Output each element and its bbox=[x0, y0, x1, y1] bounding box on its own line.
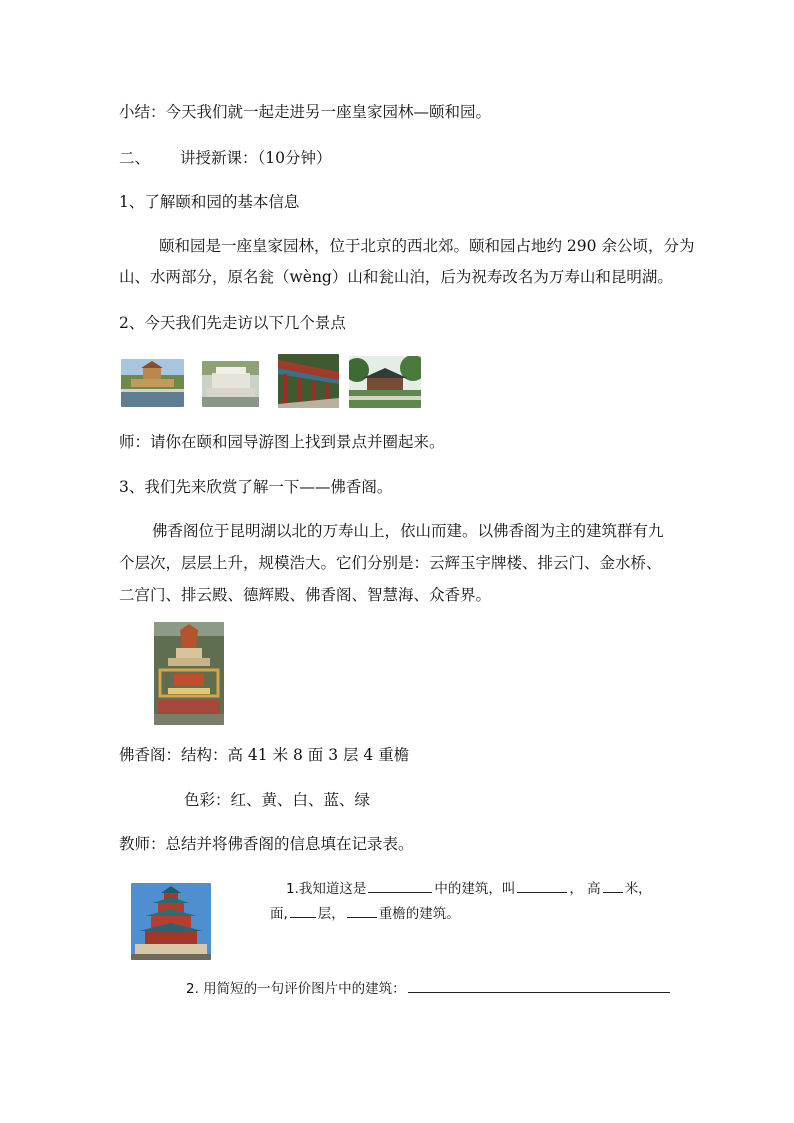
teacher-instruction: 师：请你在颐和园导游图上找到景点并圈起来。 bbox=[119, 433, 445, 451]
q1-label-1: 1.我知道这是 bbox=[286, 881, 367, 897]
item2-heading: 2、今天我们先走访以下几个景点 bbox=[119, 314, 346, 332]
teacher-summary: 教师：总结并将佛香阁的信息填在记录表。 bbox=[119, 835, 414, 853]
blank-place[interactable] bbox=[368, 878, 432, 893]
foxiangge-pagoda-photo bbox=[131, 883, 211, 960]
blank-evaluation[interactable] bbox=[408, 978, 670, 993]
q1-label-4: 米， bbox=[624, 881, 652, 897]
blank-eaves[interactable] bbox=[347, 903, 377, 918]
item3-para-line1: 佛香阁位于昆明湖以北的万寿山上，依山而建。以佛香阁为主的建筑群有九 bbox=[152, 522, 664, 540]
blank-height[interactable] bbox=[603, 878, 623, 893]
foxiangge-aerial-photo bbox=[154, 622, 224, 725]
summary-text: 小结：今天我们就一起走进另一座皇家园林—颐和园。 bbox=[119, 103, 492, 121]
q1-label-6: 层， bbox=[317, 906, 345, 922]
garden-pavilion-photo bbox=[349, 356, 421, 408]
item3-heading: 3、我们先来欣赏了解一下——佛香阁。 bbox=[119, 478, 393, 496]
blank-building-name[interactable] bbox=[517, 878, 567, 893]
marble-boat-photo bbox=[202, 361, 259, 407]
q1-label-5: 面, bbox=[270, 906, 288, 922]
item1-heading: 1、了解颐和园的基本信息 bbox=[119, 193, 300, 211]
section-title: 讲授新课：（10分钟） bbox=[180, 149, 332, 167]
record-question-2 bbox=[186, 977, 672, 997]
q1-label-3: ， 高 bbox=[569, 881, 601, 897]
section-number: 二、 bbox=[119, 149, 151, 167]
record-question-1-line1 bbox=[286, 877, 652, 897]
blank-faces[interactable] bbox=[290, 903, 316, 918]
item3-para-line3: 二宫门、排云殿、德辉殿、佛香阁、智慧海、众香界。 bbox=[119, 586, 492, 604]
foxiangge-structure: 佛香阁：结构：高 41 米 8 面 3 层 4 重檐 bbox=[119, 746, 410, 764]
item3-para-line2: 个层次，层层上升，规模浩大。它们分别是：云辉玉宇牌楼、排云门、金水桥、 bbox=[119, 554, 662, 572]
item1-para-line1: 颐和园是一座皇家园林，位于北京的西北郊。颐和园占地约 290 余公顷，分为 bbox=[159, 237, 695, 255]
item1-para-line2: 山、水两部分，原名瓮（wèng）山和瓮山泊，后为祝寿改名为万寿山和昆明湖。 bbox=[119, 268, 673, 286]
q1-label-7: 重檐的建筑。 bbox=[378, 906, 460, 922]
long-corridor-photo bbox=[278, 354, 339, 408]
q2-label: 2. 用简短的一句评价图片中的建筑： bbox=[186, 981, 406, 997]
palace-hill-photo bbox=[121, 359, 184, 407]
section-heading bbox=[119, 148, 332, 168]
record-question-1-line2 bbox=[270, 902, 460, 922]
foxiangge-colors: 色彩：红、黄、白、蓝、绿 bbox=[184, 791, 371, 809]
q1-label-2: 中的建筑，叫 bbox=[434, 881, 516, 897]
